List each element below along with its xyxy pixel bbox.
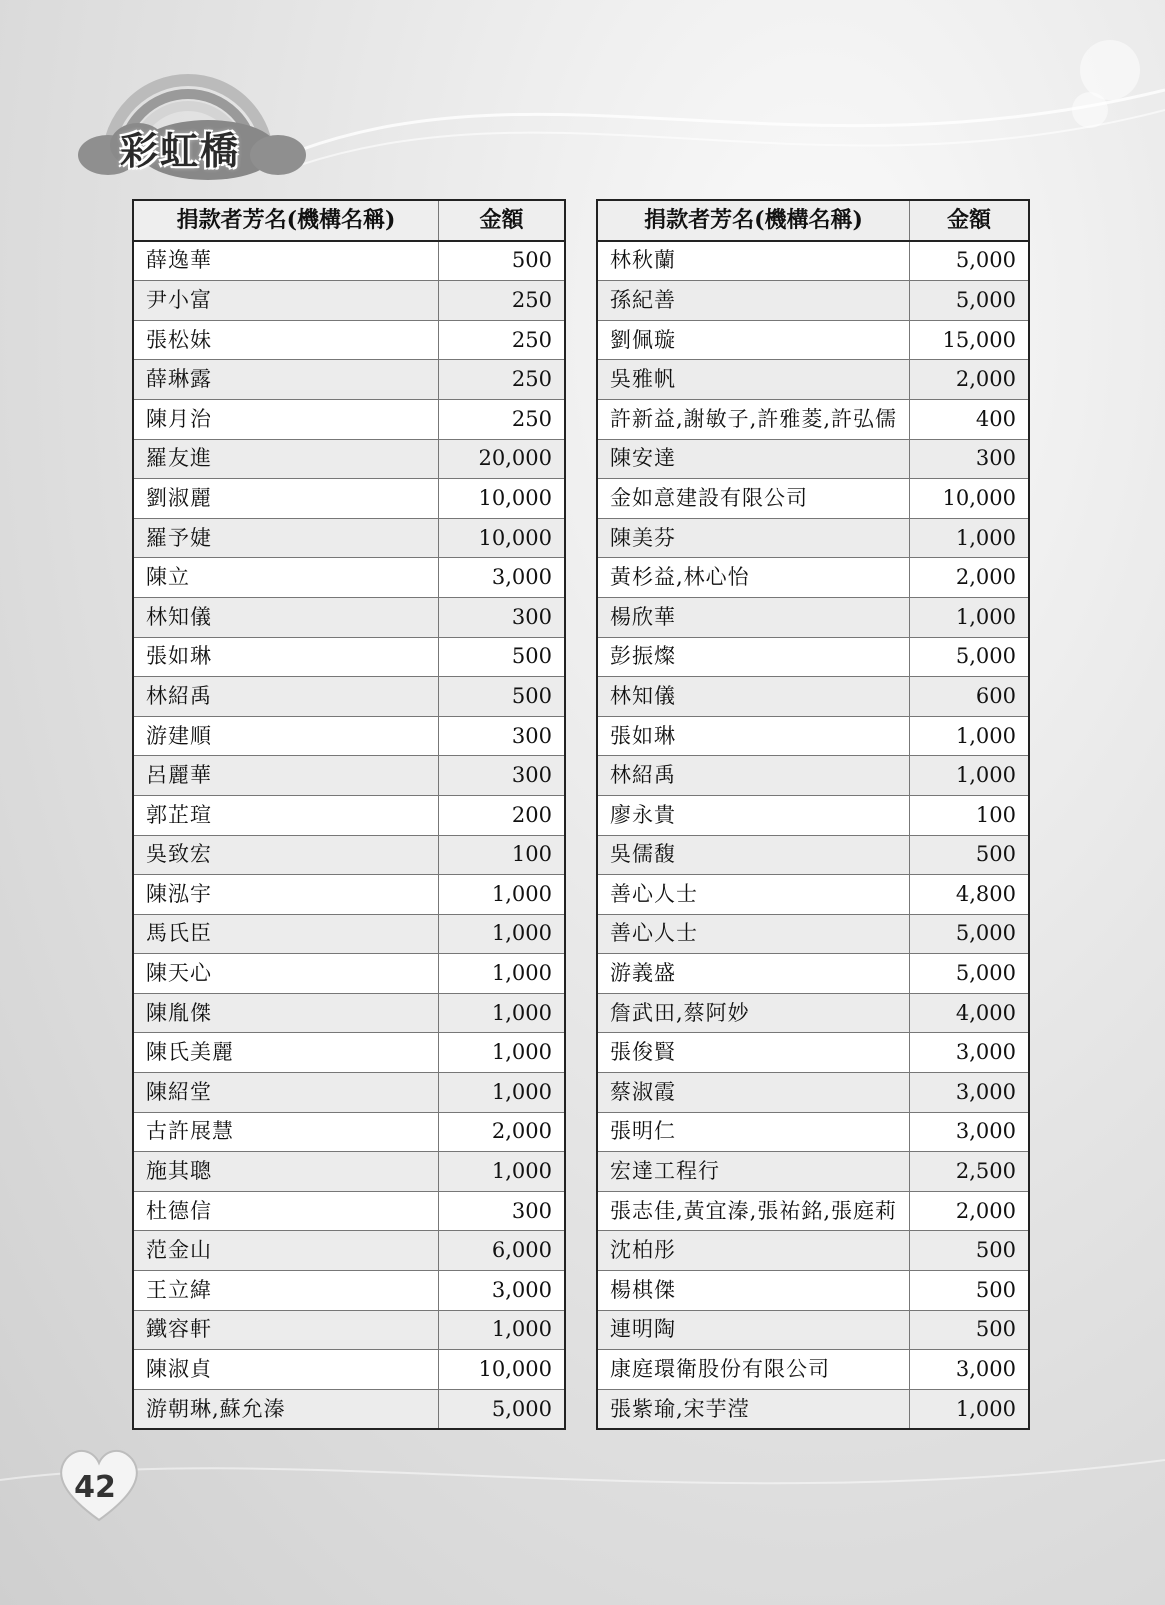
table-row: [133, 399, 565, 439]
donation-amount: 250: [439, 360, 566, 400]
donation-amount: 3,000: [910, 1112, 1029, 1152]
table-row: [597, 1112, 1029, 1152]
donor-name: 張如琳: [133, 637, 439, 677]
donation-amount: 300: [910, 439, 1029, 479]
table-row: [597, 1271, 1029, 1311]
donation-amount: 500: [910, 1271, 1029, 1311]
table-row: [133, 241, 565, 281]
table-row: [597, 1310, 1029, 1350]
donation-amount: 10,000: [910, 479, 1029, 519]
table-row: [133, 1033, 565, 1073]
donor-name: 呂麗華: [133, 756, 439, 796]
donor-table-left: [132, 199, 566, 1430]
donation-amount: 1,000: [910, 597, 1029, 637]
donation-amount: 3,000: [439, 1271, 566, 1311]
donor-name: 劉佩璇: [597, 320, 910, 360]
donation-amount: 5,000: [910, 914, 1029, 954]
donor-name: 陳月治: [133, 399, 439, 439]
donation-amount: 5,000: [910, 637, 1029, 677]
table-row: [133, 993, 565, 1033]
donation-amount: 500: [439, 677, 566, 717]
donation-amount: 1,000: [439, 914, 566, 954]
donation-amount: 250: [439, 320, 566, 360]
table-row: [133, 320, 565, 360]
donor-name: 陳紹堂: [133, 1073, 439, 1113]
donation-amount: 250: [439, 399, 566, 439]
donation-amount: 200: [439, 795, 566, 835]
donor-name: 吳儒馥: [597, 835, 910, 875]
logo-text: 彩虹橋: [120, 129, 241, 173]
table-row: [597, 241, 1029, 281]
table-row: [133, 637, 565, 677]
table-row: [597, 993, 1029, 1033]
table-row: [133, 1073, 565, 1113]
donation-amount: 600: [910, 677, 1029, 717]
table-row: [597, 1073, 1029, 1113]
table-row: [597, 479, 1029, 519]
donor-name: 劉淑麗: [133, 479, 439, 519]
donor-name: 林紹禹: [597, 756, 910, 796]
donor-name: 連明陶: [597, 1310, 910, 1350]
donor-name: 王立緯: [133, 1271, 439, 1311]
donor-name: 鐵容軒: [133, 1310, 439, 1350]
donor-name: 張明仁: [597, 1112, 910, 1152]
table-row: [597, 1231, 1029, 1271]
donation-amount: 20,000: [439, 439, 566, 479]
donation-amount: 10,000: [439, 1350, 566, 1390]
donor-table-right: [596, 199, 1030, 1430]
donor-name: 陳美芬: [597, 518, 910, 558]
donor-name: 張松妹: [133, 320, 439, 360]
table-row: [133, 439, 565, 479]
donor-name: 楊棋傑: [597, 1271, 910, 1311]
donation-amount: 500: [439, 637, 566, 677]
table-row: [133, 677, 565, 717]
donor-name: 林秋蘭: [597, 241, 910, 281]
donor-name: 許新益,謝敏子,許雅菱,許弘儒: [597, 399, 910, 439]
donation-amount: 15,000: [910, 320, 1029, 360]
table-row: [133, 914, 565, 954]
donation-amount: 2,000: [910, 558, 1029, 598]
donation-amount: 6,000: [439, 1231, 566, 1271]
donation-amount: 1,000: [439, 1310, 566, 1350]
table-row: [133, 479, 565, 519]
table-row: [133, 1152, 565, 1192]
donor-name: 施其聰: [133, 1152, 439, 1192]
table-row: [133, 518, 565, 558]
donor-name: 薛琳露: [133, 360, 439, 400]
donation-amount: 10,000: [439, 479, 566, 519]
donor-name: 陳泓宇: [133, 875, 439, 915]
table-row: [597, 320, 1029, 360]
table-row: [133, 1350, 565, 1390]
table-row: [597, 558, 1029, 598]
donor-name: 陳氏美麗: [133, 1033, 439, 1073]
table-row: [597, 1350, 1029, 1390]
donor-name: 彭振燦: [597, 637, 910, 677]
amount-header: 金額: [910, 200, 1029, 241]
donation-amount: 250: [439, 281, 566, 321]
donation-amount: 500: [439, 241, 566, 281]
table-row: [133, 835, 565, 875]
donor-name: 范金山: [133, 1231, 439, 1271]
donation-amount: 3,000: [910, 1350, 1029, 1390]
donation-amount: 1,000: [439, 1033, 566, 1073]
donor-name: 游建順: [133, 716, 439, 756]
donor-name: 林紹禹: [133, 677, 439, 717]
donor-name: 薛逸華: [133, 241, 439, 281]
donor-name: 孫紀善: [597, 281, 910, 321]
table-row: [133, 597, 565, 637]
donor-name: 金如意建設有限公司: [597, 479, 910, 519]
donation-amount: 1,000: [439, 1152, 566, 1192]
donor-name: 杜德信: [133, 1191, 439, 1231]
donor-name: 黃杉益,林心怡: [597, 558, 910, 598]
donor-name: 張俊賢: [597, 1033, 910, 1073]
amount-header: 金額: [439, 200, 566, 241]
donation-amount: 500: [910, 1231, 1029, 1271]
donation-amount: 300: [439, 756, 566, 796]
donor-name: 羅友進: [133, 439, 439, 479]
donor-name: 善心人士: [597, 914, 910, 954]
table-row: [133, 756, 565, 796]
donor-name: 張志佳,黃宜溱,張祐銘,張庭莉: [597, 1191, 910, 1231]
donation-amount: 5,000: [910, 241, 1029, 281]
donation-amount: 300: [439, 716, 566, 756]
donor-name: 張紫瑜,宋芋滢: [597, 1389, 910, 1429]
table-row: [597, 637, 1029, 677]
donation-amount: 500: [910, 835, 1029, 875]
donor-name: 蔡淑霞: [597, 1073, 910, 1113]
donation-amount: 1,000: [439, 954, 566, 994]
donation-amount: 1,000: [910, 756, 1029, 796]
donor-name: 廖永貴: [597, 795, 910, 835]
table-row: [597, 399, 1029, 439]
table-row: [133, 360, 565, 400]
donation-amount: 5,000: [910, 954, 1029, 994]
donation-amount: 2,000: [910, 360, 1029, 400]
donor-name: 張如琳: [597, 716, 910, 756]
table-row: [597, 1191, 1029, 1231]
donor-name: 馬氏臣: [133, 914, 439, 954]
table-row: [133, 558, 565, 598]
donor-name: 陳淑貞: [133, 1350, 439, 1390]
donation-amount: 1,000: [910, 1389, 1029, 1429]
donor-name: 陳胤傑: [133, 993, 439, 1033]
table-row: [597, 954, 1029, 994]
table-row: [597, 914, 1029, 954]
donor-name: 吳致宏: [133, 835, 439, 875]
table-row: [597, 518, 1029, 558]
donation-amount: 1,000: [439, 993, 566, 1033]
table-row: [597, 1389, 1029, 1429]
donation-amount: 1,000: [910, 716, 1029, 756]
donor-name: 陳安達: [597, 439, 910, 479]
donation-amount: 3,000: [910, 1033, 1029, 1073]
donation-amount: 10,000: [439, 518, 566, 558]
donation-amount: 300: [439, 1191, 566, 1231]
donor-name: 林知儀: [133, 597, 439, 637]
donation-amount: 3,000: [439, 558, 566, 598]
table-row: [133, 1191, 565, 1231]
donor-name: 沈柏彤: [597, 1231, 910, 1271]
donation-amount: 1,000: [439, 875, 566, 915]
donor-name: 古許展慧: [133, 1112, 439, 1152]
table-row: [133, 1389, 565, 1429]
donor-name: 康庭環衛股份有限公司: [597, 1350, 910, 1390]
donation-amount: 100: [439, 835, 566, 875]
donor-name: 陳天心: [133, 954, 439, 994]
donor-name: 善心人士: [597, 875, 910, 915]
table-row: [597, 281, 1029, 321]
donation-amount: 400: [910, 399, 1029, 439]
rainbow-bridge-logo: [78, 50, 308, 190]
donor-name: 羅予婕: [133, 518, 439, 558]
donor-name: 吳雅帆: [597, 360, 910, 400]
table-row: [133, 281, 565, 321]
donation-amount: 4,800: [910, 875, 1029, 915]
donation-amount: 2,000: [910, 1191, 1029, 1231]
donation-amount: 3,000: [910, 1073, 1029, 1113]
table-row: [133, 875, 565, 915]
donation-amount: 300: [439, 597, 566, 637]
table-row: [597, 716, 1029, 756]
table-row: [133, 1231, 565, 1271]
table-row: [597, 1152, 1029, 1192]
donor-name: 游朝琳,蘇允溱: [133, 1389, 439, 1429]
table-row: [133, 795, 565, 835]
table-row: [597, 756, 1029, 796]
donor-name-header: 捐款者芳名(機構名稱): [597, 200, 910, 241]
table-row: [133, 954, 565, 994]
donation-amount: 5,000: [910, 281, 1029, 321]
table-row: [597, 360, 1029, 400]
table-row: [133, 1310, 565, 1350]
donation-amount: 500: [910, 1310, 1029, 1350]
donor-name: 林知儀: [597, 677, 910, 717]
donation-amount: 1,000: [439, 1073, 566, 1113]
table-row: [133, 1112, 565, 1152]
donor-name: 陳立: [133, 558, 439, 598]
table-row: [597, 795, 1029, 835]
donation-amount: 2,500: [910, 1152, 1029, 1192]
table-row: [597, 677, 1029, 717]
donation-amount: 100: [910, 795, 1029, 835]
page-number: 42: [74, 1470, 116, 1505]
donor-name: 楊欣華: [597, 597, 910, 637]
donation-amount: 1,000: [910, 518, 1029, 558]
table-row: [133, 716, 565, 756]
table-row: [597, 1033, 1029, 1073]
table-row: [597, 875, 1029, 915]
donation-amount: 2,000: [439, 1112, 566, 1152]
table-row: [597, 597, 1029, 637]
donor-name: 尹小富: [133, 281, 439, 321]
donor-name-header: 捐款者芳名(機構名稱): [133, 200, 439, 241]
table-row: [597, 439, 1029, 479]
donation-amount: 4,000: [910, 993, 1029, 1033]
donor-name: 詹武田,蔡阿妙: [597, 993, 910, 1033]
donor-name: 宏達工程行: [597, 1152, 910, 1192]
table-row: [133, 1271, 565, 1311]
donation-amount: 5,000: [439, 1389, 566, 1429]
table-row: [597, 835, 1029, 875]
donor-name: 游義盛: [597, 954, 910, 994]
donor-name: 郭芷瑄: [133, 795, 439, 835]
